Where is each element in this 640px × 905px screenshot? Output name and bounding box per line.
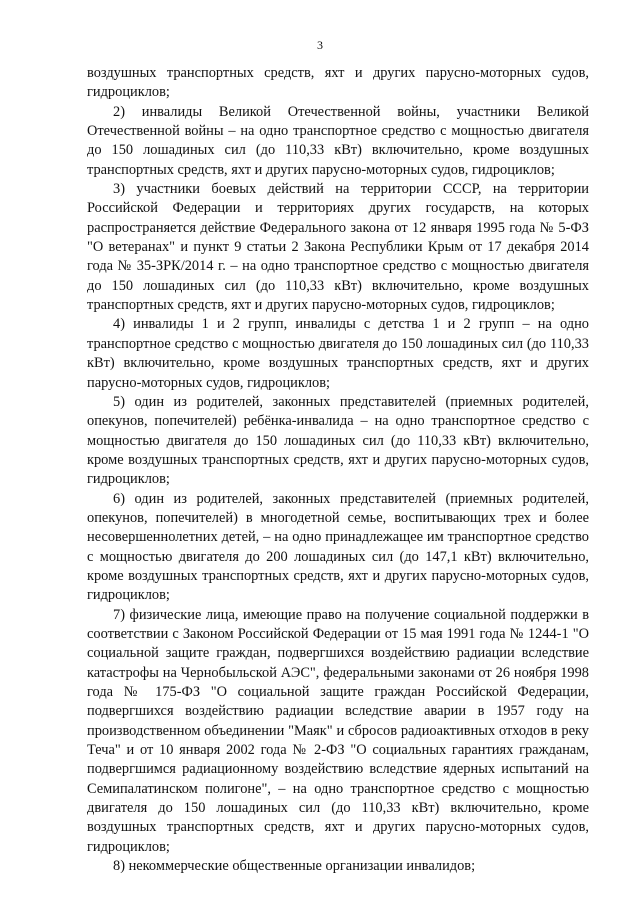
paragraph: 3) участники боевых действий на территории СССР, на территории Российской Федерации и территориях других государств, на которых распространяется действие Федерального закона от 12 января 1995 года № 5-ФЗ "О ветеранах" и пункт 9 статьи 2 Закона Республики Крым от 17 декабря 2014 года № 35-ЗРК/2014 г. – на одно транспортное средство с мощностью двигателя до 150 лошадиных сил (до 110,33 кВт) включительно, кроме воздушных транспортных средств, яхт и других парусно-моторных судов, гидроциклов; [87,181,589,314]
paragraph: 8) некоммерческие общественные организации инвалидов; [113,858,476,875]
paragraph: воздушных транспортных средств, яхт и других парусно-моторных судов, гидроциклов; [87,65,589,101]
paragraph: 2) инвалиды Великой Отечественной войны, участники Великой Отечественной войны – на одно транспортное средство с мощностью двигателя до 150 лошадиных сил (до 110,33 кВт) включительно, кроме воздушных транспортных средств, яхт и других парусно-моторных судов, гидроциклов; [87,103,589,178]
page-number: 3 [317,38,323,52]
document-body [87,64,589,876]
paragraph: 4) инвалиды 1 и 2 групп, инвалиды с детства 1 и 2 групп – на одно транспортное средство с мощностью двигателя до 150 лошадиных сил (до 110,33 кВт) включительно, кроме воздушных транспортных средств, яхт и других парусно-моторных судов, гидроциклов; [87,316,589,391]
paragraph: 7) физические лица, имеющие право на получение социальной поддержки в соответствии с Законом Российской Федерации от 15 мая 1991 года № 1244-1 "О социальной защите граждан, подвергшихся воздействию радиации вследствие катастрофы на Чернобыльской АЭС", федеральными законами от 26 ноября 1998 года № 175-ФЗ "О социальной защите граждан Российской Федерации, подвергшихся воздействию радиации вследствие аварии в 1957 году на производственном объединении "Маяк" и сбросов радиоактивных отходов в реку Теча" и от 10 января 2002 года № 2-ФЗ "О социальных гарантиях гражданам, подвергшимся радиационному воздействию вследствие ядерных испытаний на Семипалатинском полигоне", – на одно транспортное средство с мощностью двигателя до 150 лошадиных сил (до 110,33 кВт) включительно, кроме воздушных транспортных средств, яхт и других парусно-моторных судов, гидроциклов; [87,606,589,855]
paragraph: 6) один из родителей, законных представителей (приемных родителей, опекунов, попечителей) в многодетной семье, воспитывающих трех и более несовершеннолетних детей, – на одно принадлежащее им транспортное средство с мощностью двигателя до 200 лошадиных сил (до 147,1 кВт) включительно, кроме воздушных транспортных средств, яхт и других парусно-моторных судов, гидроциклов; [87,490,589,604]
paragraph: 5) один из родителей, законных представителей (приемных родителей, опекунов, попечителей) ребёнка-инвалида – на одно транспортное средство с мощностью двигателя до 150 лошадиных сил (до 110,33 кВт) включительно, кроме воздушных транспортных средств, яхт и других парусно-моторных судов, гидроциклов; [87,393,589,488]
